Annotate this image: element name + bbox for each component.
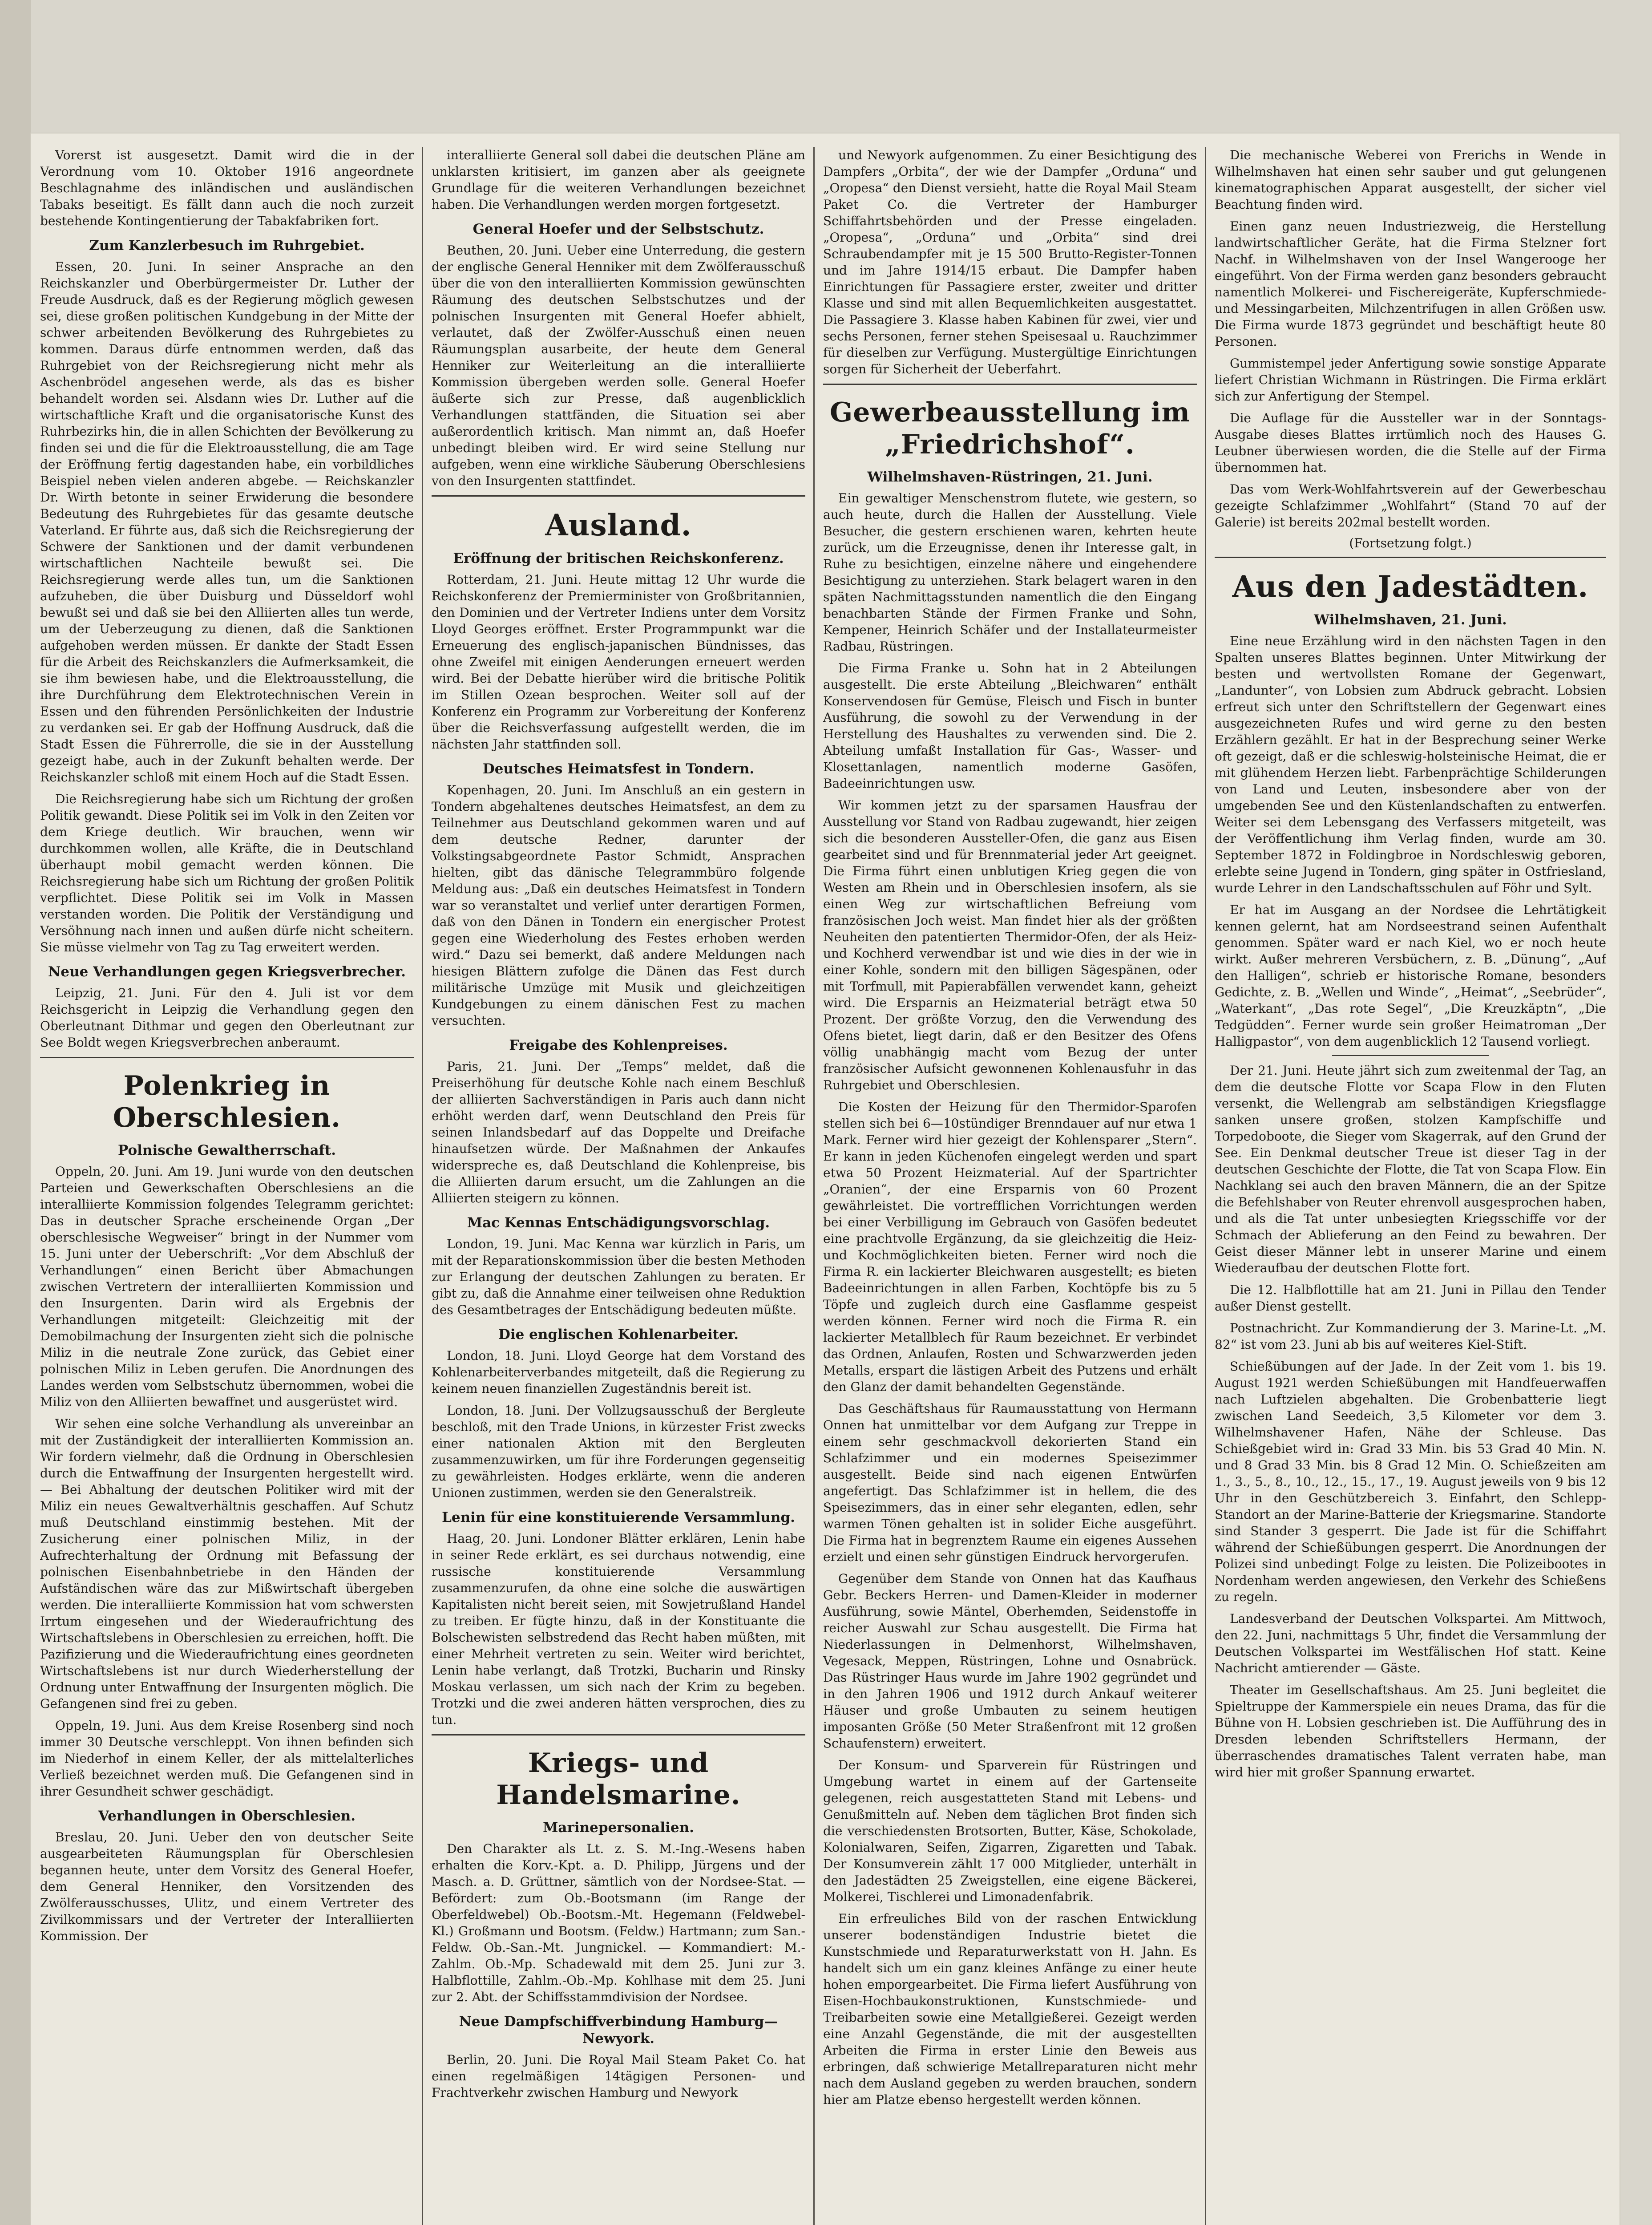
article-paragraph: Wir sehen eine solche Verhandlung als unvereinbar an mit der Zuständigkeit der interalliierten Kommission an. Wir fordern vielmehr, daß die Ordnung in Oberschlesien durch die Entwaffnung der Insurgenten hergestellt wird. — Bei Abhaltung der deutschen Politiker wird mit der Miliz ein neues Gewaltverhältnis geschaffen. Auf Schutz muß Deutschland einstimmig bestehen. Mit der Zusicherung einer polnischen Miliz, in der Aufrechterhaltung der Ordnung mit Befassung der polnischen Eisenbahnbetriebe in den Händen der Aufständischen wäre das zur Mißwirtschaft übergeben werden. Die interalliierte Kommission hat vom schwersten Irrtum eingesehen und der Wiederaufrichtung des Wirtschaftslebens in Oberschlesien zu erreichen, hofft. Die Pazifizierung und die Wiederaufrichtung eines geordneten Wirtschaftslebens ist nur durch Wiederherstellung der Ordnung unter Entwaffnung der Insurgenten möglich. Die Gefangenen sind frei zu geben. bbox=[40, 1416, 414, 1711]
article-heading: Eröffnung der britischen Reichskonferenz. bbox=[453, 550, 784, 566]
article-heading: Mac Kennas Entschädigungsvorschlag. bbox=[467, 1215, 770, 1231]
article-paragraph: London, 18. Juni. Der Vollzugsausschuß der Bergleute beschloß, mit den Trade Unions, in kürzester Frist zwecks einer nationalen Aktion mit den Bergleuten zusammenzuwirken, um für ihre Forderungen gegenseitig zu gewährleisten. Hodges erklärte, wenn die anderen Unionen zustimmen, werden sie den Generalstreik. bbox=[432, 1403, 805, 1500]
article-paragraph: Die 12. Halbflottille hat am 21. Juni in Pillau den Tender außer Dienst gestellt. bbox=[1215, 1282, 1606, 1314]
column-rule bbox=[813, 147, 815, 2225]
article-paragraph: Die Kosten der Heizung für den Thermidor-Sparofen stellen sich bei 6—10stündiger Brenndauer auf nur etwa 1 Mark. Ferner wird hier gezeigt der Kohlensparer „Stern“. Er kann in jeden Küchenofen eingelegt werden und spart etwa 50 Prozent Heizmaterial. Auf der Spartrichter „Oranien“, der eine Ersparnis von 60 Prozent gewährleistet. Die vortrefflichen Vorrichtungen werden bei einer Verbilligung im Gebrauch von Gasöfen bedeutet eine prachtvolle Ergänzung, da sie gleichzeitig die Heiz- und Kochmöglichkeiten bieten. Ferner wird noch die Firma R. ein lackierter Bleichwaren ausgestellt; es bieten Badeeinrichtungen in allen Farben, Kochtöpfe bis zu 5 Töpfe und zugleich durch eine Gasflamme gespeist werden können. Ferner wird noch die Firma R. ein lackierter Metallblech für Raum bezeichnet. Er verbindet das Ordnen, Anlaufen, Rosten und Schwarzwerden jeden Metalls, erspart die lästigen Arbeit des Putzens und erhält den Glanz der damit behandelten Gegenstände. bbox=[823, 1100, 1197, 1394]
section-title: Aus den Jadestädten. bbox=[1232, 569, 1589, 604]
article-heading: Wilhelmshaven-Rüstringen, 21. Juni. bbox=[867, 469, 1153, 485]
column-2 bbox=[432, 147, 805, 2225]
article-heading: Lenin für eine konstituierende Versammlung. bbox=[442, 1509, 795, 1525]
article-paragraph: Rotterdam, 21. Juni. Heute mittag 12 Uhr wurde die Reichskonferenz der Premierminister von Großbritannien, den Dominien und der Vertreter Indiens unter dem Vorsitz Lloyd Georges eröffnet. Erster Programmpunkt war die Erneuerung des englisch-japanischen Bündnisses, das ohne Zweifel mit einigen Aenderungen erneuert werden wird. Bei der Debatte hierüber wird die britische Politik im Stillen Ozean besprochen. Weiter soll auf der Konferenz ein Programm zur Vorbereitung der Konferenz über die Reichsverfassung aufgestellt werden, die im nächsten Jahr stattfinden soll. bbox=[432, 572, 805, 752]
article-heading: Neue Dampfschiffverbindung Hamburg—Newyork. bbox=[459, 2014, 778, 2047]
article-paragraph: Wir kommen jetzt zu der sparsamen Hausfrau der Ausstellung vor Stand von Radbau zugewandt, hier zeigen sich die besonderen Aussteller-Ofen, die ganz aus Eisen gearbeitet sind und für Brennmaterial jeder Art geeignet. Die Firma führt einen unblutigen Krieg gegen die von Westen am Rhein und in Oberschlesien insofern, als sie einen Weg zur wirtschaftlichen Befreiung vom französischen Joch weist. Man findet hier als der größten Neuheiten den patentierten Thermidor-Ofen, der als Heiz- und Kochherd verwendbar ist und wie dies in der wie in einer Kohle, sondern mit den billigen Sägespänen, oder mit Torfmull, mit Papierabfällen verwendet kann, geheizt wird. Die Ersparnis an Heizmaterial beträgt etwa 50 Prozent. Der größte Vorzug, den die Verwendung des Ofens bietet, liegt darin, daß er den Besitzer des Ofens völlig unabhängig macht vom Bezug der unter französischer Aufsicht gewonnenen Kohlenausfuhr in das Ruhrgebiet und Oberschlesien. bbox=[823, 798, 1197, 1092]
section-title: Polenkrieg in Oberschlesien. bbox=[113, 1070, 341, 1133]
section-divider bbox=[1332, 1055, 1489, 1056]
article-paragraph: und Newyork aufgenommen. Zu einer Besichtigung des Dampfers „Orbita“, der wie der Dampfer „Orduna“ und „Oropesa“ den Dienst versieht, hatte die Royal Mail Steam Paket Co. die Vertreter der Hamburger Schiffahrtsbehörden und der Presse eingeladen. „Oropesa“, „Orduna“ und „Orbita“ sind drei Schraubendampfer mit je 15 500 Brutto-Register-Tonnen und im Jahre 1914/15 erbaut. Die Dampfer haben Einrichtungen für Passagiere erster, zweiter und dritter Klasse und sind mit allen Bequemlichkeiten ausgestattet. Die Passagiere 3. Klasse haben Kabinen für zwei, vier und sechs Personen, ferner stehen Speisesaal u. Rauchzimmer für dieselben zur Verfügung. Mustergültige Einrichtungen sorgen für Sicherheit der Ueberfahrt. bbox=[823, 148, 1197, 376]
column-1 bbox=[40, 147, 414, 2225]
article-paragraph: Die Auflage für die Aussteller war in der Sonntags-Ausgabe dieses Blattes irrtümlich noch des Hauses G. Leubner überwiesen worden, die die Stelle auf der Firma übernommen hat. bbox=[1215, 411, 1606, 475]
article-paragraph: Einen ganz neuen Industriezweig, die Herstellung landwirtschaftlicher Geräte, hat die Firma Stelzner fort Nachf. in Wilhelmshaven von der Insel Wangerooge her eingeführt. Von der Firma werden ganz besonders gebraucht namentlich Molkerei- und Fischereigeräte, Kupferschmiede- und Messingarbeiten, Milchzentrifugen in allen Größen usw. Die Firma wurde 1873 gegründet und beschäftigt heute 80 Personen. bbox=[1215, 219, 1606, 349]
article-paragraph: Ein erfreuliches Bild von der raschen Entwicklung unserer bodenständigen Industrie bietet die Kunstschmiede und Reparaturwerkstatt von H. Jahn. Es handelt sich um ein ganz kleines Anfänge zu einer heute hohen emporgearbeitet. Die Firma liefert Ausführung von Eisen-Hochbaukonstruktionen, Kunstschmiede- und Treibarbeiten sowie eine Metallgießerei. Gezeigt werden eine Anzahl Gegenstände, die mit der ausgestellten Arbeiten die Firma in erster Linie den Beweis aus erbringen, daß schwierige Metallreparaturen nicht mehr nach dem Ausland gegeben zu werden brauchen, sondern hier am Platze ebenso hergestellt werden können. bbox=[823, 1911, 1197, 2107]
article-paragraph: Postnachricht. Zur Kommandierung der 3. Marine-Lt. „M. 82“ ist vom 23. Juni ab bis auf weiteres Kiel-Stift. bbox=[1215, 1321, 1606, 1352]
article-paragraph: Das vom Werk-Wohlfahrtsverein auf der Gewerbeschau gezeigte Schlafzimmer „Wohlfahrt“ (Stand 70 auf der Galerie) ist bereits 202mal bestellt worden. bbox=[1215, 482, 1606, 530]
column-rule bbox=[1205, 147, 1206, 2225]
section-title: Gewerbeausstellung im „Friedrichshof“. bbox=[830, 397, 1190, 460]
article-paragraph: London, 18. Juni. Lloyd George hat dem Vorstand des Kohlenarbeiterverbandes mitgeteilt, daß die Regierung zu keinem neuen finanziellen Zugeständnis bereit ist. bbox=[432, 1348, 805, 1396]
column-rule bbox=[422, 147, 423, 2225]
continuation-note: (Fortsetzung folgt.) bbox=[1349, 536, 1472, 550]
article-paragraph: Gegenüber dem Stande von Onnen hat das Kaufhaus Gebr. Beckers Herren- und Damen-Kleider in moderner Ausführung, sowie Mäntel, Oberhemden, Seidenstoffe in reicher Auswahl zur Schau ausgestellt. Die Firma hat Niederlassungen in Delmenhorst, Wilhelmshaven, Vegesack, Meppen, Rüstringen, Lohne und Osnabrück. Das Rüstringer Haus wurde im Jahre 1902 gegründet und in den Jahren 1906 und 1912 durch Ankauf weiterer Häuser und große Umbauten zu seinem heutigen imposanten Größe (50 Meter Straßenfront mit 12 großen Schaufenstern) erweitert. bbox=[823, 1571, 1197, 1751]
article-paragraph: Leipzig, 21. Juni. Für den 4. Juli ist vor dem Reichsgericht in Leipzig die Verhandlung gegen den Oberleutnant Dithmar und gegen den Oberleutnant zur See Boldt wegen Kriegsverbrechen anberaumt. bbox=[40, 986, 414, 1050]
article-paragraph: Die mechanische Weberei von Frerichs in Wende in Wilhelmshaven hat einen sehr sauber und gut gelungenen kinematographischen Apparat ausgestellt, der sicher viel Beachtung finden wird. bbox=[1215, 148, 1606, 212]
column-4 bbox=[1215, 147, 1606, 2225]
article-paragraph: interalliierte General soll dabei die deutschen Pläne am unklarsten kritisiert, im ganzen aber als geeignete Grundlage für die weiteren Verhandlungen bezeichnet haben. Die Verhandlungen werden morgen fortgesetzt. bbox=[432, 148, 805, 212]
article-heading: General Hoefer und der Selbstschutz. bbox=[473, 221, 764, 237]
article-paragraph: Ein gewaltiger Menschenstrom flutete, wie gestern, so auch heute, durch die Hallen der Ausstellung. Viele Besucher, die gestern erschienen waren, kehrten heute zurück, um die Erzeugnisse, denen ihr Interesse galt, in Ruhe zu besichtigen, einzelne nähere und eingehendere Besichtigung zu unterziehen. Stark belagert waren in den späten Nachmittagsstunden namentlich die den Eingang benachbarten Stände der Firmen Franke und Sohn, Kempener, Heinrich Schäfer und der Installateurmeister Radbau, Rüstringen. bbox=[823, 491, 1197, 654]
article-paragraph: London, 19. Juni. Mac Kenna war kürzlich in Paris, um mit der Reparationskommission über die besten Methoden zur Erlangung der deutschen Zahlungen zu beraten. Er gibt zu, daß die Annahme einer teilweisen ohne Reduktion des Gesamtbetrages der Entschädigung bedeuten müßte. bbox=[432, 1237, 805, 1317]
article-paragraph: Den Charakter als Lt. z. S. M.-Ing.-Wesens haben erhalten die Korv.-Kpt. a. D. Philipp, Jürgens und der Masch. a. D. Grüttner, sämtlich von der Nordsee-Stat. — Befördert: zum Ob.-Bootsmann (im Range der Oberfeldwebel) Ob.-Bootsm.-Mt. Hegemann (Feldwebel-Kl.) Großmann und Bootsm. (Feldw.) Hartmann; zum San.-Feldw. Ob.-San.-Mt. Jungnickel. — Kommandiert: M.-Zahlm. Ob.-Mp. Schadewald mit dem 25. Juni zur 3. Halbflottille, Zahlm.-Ob.-Mp. Kohlhase mit dem 25. Juni zur 2. Abt. der Schiffsstammdivision der Nordsee. bbox=[432, 1841, 805, 2004]
column-3 bbox=[823, 147, 1197, 2225]
section-title: Kriegs- und Handelsmarine. bbox=[496, 1748, 741, 1811]
article-paragraph: Gummistempel jeder Anfertigung sowie sonstige Apparate liefert Christian Wichmann in Rüstringen. Die Firma erklärt sich zur Anfertigung der Stempel. bbox=[1215, 356, 1606, 404]
article-heading: Die englischen Kohlenarbeiter. bbox=[498, 1327, 739, 1343]
article-paragraph: Kopenhagen, 20. Juni. Im Anschluß an ein gestern in Tondern abgehaltenes deutsches Heimatsfest, an dem zu Teilnehmer aus Deutschland gekommen waren und auf dem deutsche Redner, darunter der Volkstingsabgeordnete Pastor Schmidt, Ansprachen hielten, gibt das dänische Telegrammbüro folgende Meldung aus: „Daß ein deutsches Heimatsfest in Tondern war so veranstaltet und verlief unter derartigen Formen, daß von den Dänen in Tondern ein energischer Protest gegen eine Wiederholung des Festes erhoben werden wird.“ Dazu sei bemerkt, daß andere Meldungen nach hiesigen Blättern zufolge die Dänen das Fest durch militärische Umzüge mit Musik und gleichzeitigen Kundgebungen zu einem dänischen Fest zu machen versuchten. bbox=[432, 783, 805, 1028]
article-heading: Polnische Gewaltherrschaft. bbox=[117, 1142, 336, 1158]
article-paragraph: Oppeln, 19. Juni. Aus dem Kreise Rosenberg sind noch immer 30 Deutsche verschleppt. Von ihnen befinden sich im Niederhof in einem Keller, der als mittelalterliches Verließ bezeichnet werden muß. Die Gefangenen sind in ihrer Gesundheit schwer geschädigt. bbox=[40, 1718, 414, 1799]
section-divider bbox=[823, 384, 1197, 385]
article-paragraph: Oppeln, 20. Juni. Am 19. Juni wurde von den deutschen Parteien und Gewerkschaften Oberschlesiens an die interalliierte Kommission folgendes Telegramm gerichtet: Das in deutscher Sprache erscheinende Organ „Der oberschlesische Wegweiser“ bringt in der Nummer vom 15. Juni unter der Ueberschrift: „Vor dem Abschluß der Verhandlungen“ einen Bericht über Abmachungen zwischen Vertretern der interalliierten Kommission und den Insurgenten. Darin wird als Ergebnis der Verhandlungen mitgeteilt: Gleichzeitig mit der Demobilmachung der Insurgenten zieht sich die polnische Miliz in die neutrale Zone zurück, das Gebiet einer polnischen Miliz in Leben gerufen. Die Anordnungen des Landes werden vom Selbstschutz übernommen, wobei die Miliz von den Alliierten bewaffnet und ausgerüstet wird. bbox=[40, 1164, 414, 1409]
article-paragraph: Das Geschäftshaus für Raumausstattung von Hermann Onnen hat unmittelbar vor dem Aufgang zur Treppe in einem sehr geschmackvoll dekorierten Stand ein Schlafzimmer und ein modernes Speisezimmer ausgestellt. Beide sind nach eigenen Entwürfen angefertigt. Das Schlafzimmer ist in hellem, die des Speisezimmers, das in einer sehr eleganten, edlen, sehr warmen Tönen gehalten ist in solider Eiche ausgeführt. Die Firma hat in begrenztem Raume ein eigenes Aussehen erzielt und einen sehr günstigen Eindruck hervorgerufen. bbox=[823, 1401, 1197, 1564]
article-heading: Wilhelmshaven, 21. Juni. bbox=[1314, 612, 1507, 628]
article-heading: Marinepersonalien. bbox=[543, 1820, 694, 1836]
article-paragraph: Berlin, 20. Juni. Die Royal Mail Steam Paket Co. hat einen regelmäßigen 14tägigen Personen- und Frachtverkehr zwischen Hamburg und Newyork bbox=[432, 2052, 805, 2100]
binding-edge bbox=[0, 0, 31, 2225]
article-heading: Neue Verhandlungen gegen Kriegsverbrecher. bbox=[48, 964, 406, 980]
article-paragraph: Landesverband der Deutschen Volkspartei. Am Mittwoch, den 22. Juni, nachmittags 5 Uhr, findet die Versammlung der Deutschen Volkspartei im Westfälischen Hof statt. Keine Nachricht amtierender — Gäste. bbox=[1215, 1611, 1606, 1675]
article-paragraph: Theater im Gesellschaftshaus. Am 25. Juni begleitet die Spieltruppe der Kammerspiele ein neues Drama, das für die Bühne von H. Lobsien geschrieben ist. Die Aufführung des in Dresden lebenden Schriftstellers Hermann, der überraschendes dramatisches Talent verraten habe, man wird hier mit großer Spannung erwartet. bbox=[1215, 1683, 1606, 1780]
article-heading: Verhandlungen in Oberschlesien. bbox=[98, 1808, 356, 1824]
section-divider bbox=[1215, 557, 1606, 558]
article-paragraph: Essen, 20. Juni. In seiner Ansprache an den Reichskanzler und Oberbürgermeister Dr. Luther der Freude Ausdruck, daß es der Regierung möglich gewesen sei, diese großen politischen Kundgebung in der Mitte der schwer arbeitenden Bevölkerung des Ruhrgebietes zu kommen. Daraus dürfe entnommen werden, daß das Ruhrgebiet von der Reichsregierung nicht mehr als Aschenbrödel angesehen werde, als das es bisher behandelt worden sei. Alsdann wies Dr. Luther auf die wirtschaftliche Kraft und die organisatorische Kunst des Ruhrbezirks hin, die in allen Schichten der Bevölkerung zu finden sei und die für die Elektroausstellung, die am Tage der Eröffnung fertig dagestanden habe, ein vorbildliches Beispiel neben vielen anderen abgebe. — Reichskanzler Dr. Wirth betonte in seiner Erwiderung die besondere Bedeutung des Ruhrgebietes für das gesamte deutsche Vaterland. Er führte aus, daß sich die Reichsregierung der Schwere der Sanktionen und der damit verbundenen wirtschaftlichen Nachteile bewußt sei. Die Reichsregierung werde alles tun, um die Sanktionen aufzuheben, die über Duisburg und Düsseldorf wohl bewußt sei und daß sie bei den Alliierten alles tun werde, um der Ueberzeugung zu dienen, daß die Sanktionen aufgehoben werden müssen. Er dankte der Stadt Essen für die Arbeit des Reichskanzlers die Aufmerksamkeit, die sie ihm bewiesen habe, und die Elektroausstellung, die ihre Durchführung dem Elektrotechnischen Verein in Essen und den führenden Persönlichkeiten der Industrie zu verdanken sei. Er gab der Hoffnung Ausdruck, daß die Stadt Essen die Führerrolle, die sie in der Ausstellung gezeigt habe, auch in der Zukunft behalten werde. Der Reichskanzler schloß mit einem Hoch auf die Stadt Essen. bbox=[40, 259, 414, 785]
article-paragraph: Schießübungen auf der Jade. In der Zeit vom 1. bis 19. August 1921 werden Schießübungen mit Handfeuerwaffen nach Luftzielen abgehalten. Die Grobenbatterie liegt zwischen Land Seedeich, 3,5 Kilometer vor dem 3. Wilhelmshavener Hafen, Nähe der Schleuse. Das Schießgebiet wird in: Grad 33 Min. bis 53 Grad 40 Min. N. und 8 Grad 33 Min. bis 8 Grad 12 Min. O. Schießzeiten am 1., 3., 5., 8., 10., 12., 15., 17., 19. August jeweils von 9 bis 12 Uhr in den Geschützbereich 3. Einfahrt, den Schlepp-Standort an der Marine-Batterie der Kriegsmarine. Standorte sind Stander 3 gesperrt. Die Jade ist für die Schiffahrt während der Schießübungen gesperrt. Die Anordnungen der Polizei sind unbedingt Folge zu leisten. Die Polizeibootes in Nordenham werden angewiesen, den Verkehr des Schießens zu regeln. bbox=[1215, 1359, 1606, 1604]
article-paragraph: Breslau, 20. Juni. Ueber den von deutscher Seite ausgearbeiteten Räumungsplan für Oberschlesien begannen heute, unter dem Vorsitz des General Hoefer, dem General Henniker, den Vorsitzenden des Zwölferausschusses, Ulitz, und einem Vertreter des Zivilkommissars und der Vertreter der Interalliierten Kommission. Der bbox=[40, 1830, 414, 1943]
article-paragraph: Die Firma Franke u. Sohn hat in 2 Abteilungen ausgestellt. Die erste Abteilung „Bleichwaren“ enthält Konservendosen für Gemüse, Fleisch und Fisch in bunter Ausführung, die sowohl zu der Verwendung in der Herstellung des Haushaltes zu verwenden sind. Die 2. Abteilung umfaßt Installation für Gas-, Wasser- und Klosettanlagen, namentlich moderne Gasöfen, Badeeinrichtungen usw. bbox=[823, 661, 1197, 791]
section-divider bbox=[432, 1734, 805, 1736]
article-heading: Deutsches Heimatsfest in Tondern. bbox=[482, 761, 755, 777]
article-paragraph: Der Konsum- und Sparverein für Rüstringen und Umgebung wartet in einem auf der Gartenseite gelegenen, reich ausgestatteten Stand mit Lebens- und Genußmitteln auf. Neben dem täglichen Brot finden sich die verschiedensten Brotsorten, Butter, Käse, Schokolade, Kolonialwaren, Seifen, Zigarren, Zigaretten und Tabak. Der Konsumverein zählt 17 000 Mitglieder, unterhält in den Jadestädten 25 Zweigstellen, eine eigene Bäckerei, Molkerei, Tischlerei und Limonadenfabrik. bbox=[823, 1758, 1197, 1904]
article-paragraph: Die Reichsregierung habe sich um Richtung der großen Politik gewandt. Diese Politik sei im Volk in den Zeiten vor dem Kriege deutlich. Wir brauchen, wenn wir durchkommen wollen, alle Kräfte, die in Deutschland überhaupt mobil gemacht werden können. Die Reichsregierung habe sich um Richtung der großen Politik verpflichtet. Diese Politik sei im Volk in Massen verstanden worden. Die Politik der Verständigung und Versöhnung nach innen und außen dürfe nicht scheitern. Sie müsse vielmehr von Tag zu Tag erweitert werden. bbox=[40, 792, 414, 955]
article-paragraph: Beuthen, 20. Juni. Ueber eine Unterredung, die gestern der englische General Henniker mit dem Zwölferausschuß über die von den interalliierten Kommission gewünschten Räumung des deutschen Selbstschutzes und der polnischen Insurgenten mit General Hoefer abhielt, verlautet, daß der Zwölfer-Ausschuß einen neuen Räumungsplan ausarbeite, der heute dem General Henniker zur Weiterleitung an die interalliierte Kommission übergeben werden solle. General Hoefer äußerte sich zur Presse, daß augenblicklich Verhandlungen stattfänden, die Situation sei aber außerordentlich kritisch. Man nimmt an, daß Hoefer unbedingt bleiben wird. Er wird seine Stellung nur aufgeben, wenn eine wirkliche Säuberung Oberschlesiens von den Insurgenten stattfindet. bbox=[432, 243, 805, 488]
article-heading: Zum Kanzlerbesuch im Ruhrgebiet. bbox=[89, 238, 365, 254]
section-divider bbox=[432, 495, 805, 497]
section-divider bbox=[40, 1057, 414, 1058]
article-paragraph: Der 21. Juni. Heute jährt sich zum zweitenmal der Tag, an dem die deutsche Flotte vor Scapa Flow in den Fluten versenkt, die Wellengrab am selbständigen Kriegsflagge sanken unsere großen, stolzen Kampfschiffe und Torpedoboote, die Sieger vom Skagerrak, auf den Grund der See. Ein Denkmal deutscher Treue ist dieser Tag in der deutschen Geschichte der Flotte, die Tat von Scapa Flow. Ein Nachklang sei auch den braven Männern, die an der Spitze die Befehlshaber von Reuter ehrenvoll ausgesprochen haben, und als die Tat unter unbesiegten Kriegsschiffe vor der Schmach der Ablieferung an den Feind zu bewahren. Der Geist dieser Männer lebt in unserer Marine und einem Wiederaufbau der deutschen Flotte fort. bbox=[1215, 1063, 1606, 1275]
article-paragraph: Er hat im Ausgang an der Nordsee die Lehrtätigkeit kennen gelernt, hat am Nordseestrand seinen Aufenthalt genommen. Später ward er nach Kiel, wo er noch heute wirkt. Außer mehreren Versbüchern, z. B. „Dünung“, „Auf den Halligen“, schrieb er historische Romane, besonders Gedichte, z. B. „Wellen und Winde“, „Heimat“, „Seebrüder“, „Waterkant“, „Das rote Segel“, „Die Kreuzkäptn“, „Die Tedgüdden“. Ferner wurde sein großer Heimatroman „Der Halligpastor“, von dem augenblicklich 12 Tausend vorliegt. bbox=[1215, 902, 1606, 1049]
article-paragraph: Vorerst ist ausgesetzt. Damit wird die in der Verordnung vom 10. Oktober 1916 angeordnete Beschlagnahme des inländischen und ausländischen Tabaks beseitigt. Es fällt dann auch die noch zurzeit bestehende Kontingentierung der Tabakfabriken fort. bbox=[40, 148, 414, 228]
article-paragraph: Eine neue Erzählung wird in den nächsten Tagen in den Spalten unseres Blattes beginnen. Unter Mitwirkung der besten und wertvollsten Romane der Gegenwart, „Landunter“, von Lobsien zum Abdruck gebracht. Lobsien erfreut sich unter den Schriftstellern der Gegenwart eines ausgezeichneten Rufes und wird gerne zu den besten Erzählern gezählt. Er hat in der Besprechung seiner Werke oft gezeigt, daß er die schleswig-holsteinische Heimat, die er mit glühendem Herzen liebt. Farbenprächtige Schilderungen von Land und Leuten, insbesondere aber von der umgebenden See und den Küstenlandschaften zu entwerfen. Weiter sei dem Lebensgang des Verfassers mitgeteilt, was der Veröffentlichung ihm Verlag finden, wurde am 30. September 1872 in Foldingbroe in Nordschleswig geboren, erlebte seine Jugend in Tondern, ging später in Ostfriesland, wurde Lehrer in den Landschaftsschulen auf Föhr und Sylt. bbox=[1215, 634, 1606, 895]
newspaper-page bbox=[31, 134, 1620, 2225]
article-paragraph: Haag, 20. Juni. Londoner Blätter erklären, Lenin habe in seiner Rede erklärt, es sei durchaus notwendig, eine russische konstituierende Versammlung zusammenzurufen, da ohne eine solche die auswärtigen Kapitalisten nicht bereit seien, mit Sowjetrußland Handel zu treiben. Er fügte hinzu, daß in der Konstituante die Bolschewisten selbstredend das Recht haben müßten, mit einer Mehrheit vertreten zu sein. Weiter wird berichtet, Lenin habe verlangt, daß Trotzki, Bucharin und Rinsky Moskau verlassen, um sich nach der Krim zu begeben. Trotzki und die zwei anderen hätten versprochen, dies zu tun. bbox=[432, 1531, 805, 1727]
section-title: Ausland. bbox=[545, 508, 692, 542]
article-paragraph: Paris, 21. Juni. Der „Temps“ meldet, daß die Preiserhöhung für deutsche Kohle nach einem Beschluß der alliierten Sachverständigen in Paris auch dann nicht erhöht werden darf, wenn Deutschland den Preis für seinen Inlandsbedarf auf das Doppelte und Dreifache hinaufsetzen würde. Der Maßnahmen der Ankaufes widerspreche es, daß Deutschland die Kohlenpreise, bis die Alliierten darum ersucht, um die Zahlungen an die Alliierten steigern zu können. bbox=[432, 1059, 805, 1206]
article-heading: Freigabe des Kohlenpreises. bbox=[509, 1037, 728, 1053]
